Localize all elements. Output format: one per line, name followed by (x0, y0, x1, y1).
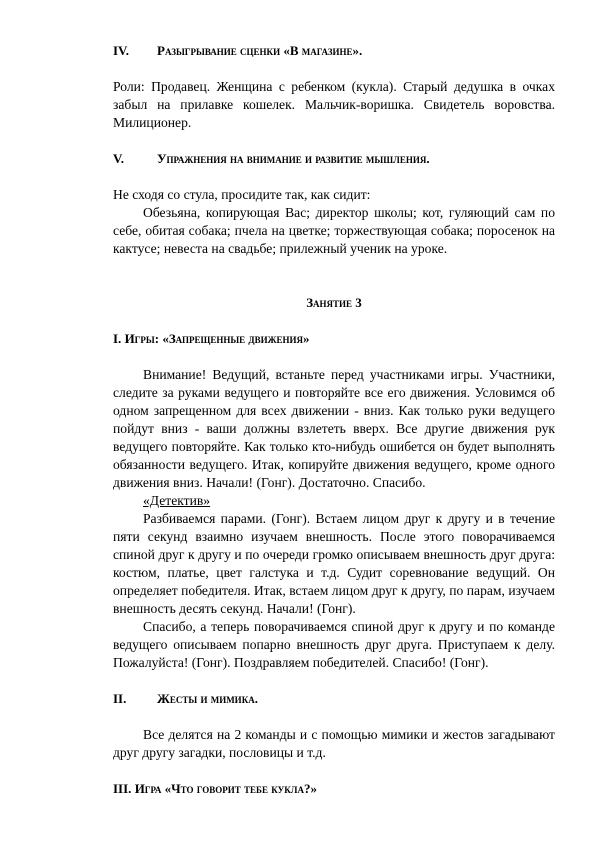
lesson-title: Занятие 3 (306, 295, 362, 310)
page-content (113, 42, 555, 798)
section-heading-ii (113, 690, 555, 708)
section-title: Разыгрывание сценки «В магазине». (157, 43, 363, 58)
detective-link[interactable]: «Детектив» (143, 493, 211, 508)
section-heading-v (113, 150, 555, 168)
section-heading-iv (113, 42, 555, 60)
paragraph-roles: Роли: Продавец. Женщина с ребенком (кукла). Старый дедушка в очках забыл на прилавке кошелек. Мальчик-воришка. Свидетель воровства. Милиционер. (113, 79, 555, 130)
section-number: IV. (113, 43, 130, 58)
paragraph-detective-end: Спасибо, а теперь поворачиваемся спиной друг к другу и по команде ведущего описываем попарно внешность друг друга. Приступаем к делу. Пожалуйста! (Гонг). Поздравляем победителей. Спасибо! (Гонг). (113, 619, 555, 670)
section-heading-iii (113, 780, 555, 798)
section-number: II. (113, 691, 127, 706)
section-title: Жесты и мимика. (157, 691, 258, 706)
paragraph-detective: Разбиваемся парами. (Гонг). Встаем лицом друг к другу и в течение пяти секунд взаимно изучаем внешность. После этого поворачиваемся спиной друг к другу и по очереди громко описываем внешность друг друга: костюм, платье, цвет галстука и т.д. Судит соревнование ведущий. Он определяет победителя. Итак, встаем лицом друг к другу, по парам, изучаем внешность десять секунд. Начали! (Гонг). (113, 511, 555, 616)
section-title: Игры: «Запрещенные движения» (124, 331, 310, 346)
section-heading-i (113, 330, 555, 348)
section-number: I. (113, 331, 122, 346)
section-title: Упражнения на внимание и развитие мышления. (157, 151, 430, 166)
paragraph-game-rules: Внимание! Ведущий, встаньте перед участниками игры. Участники, следите за руками ведущего и повторяйте все его движения. Условимся об одном запрещенном для всех движении - вниз. Как только руки ведущего пойдут вниз - ваши должны взлететь вверх. Все другие движения рук ведущего повторяйте. Как только кто-нибудь ошибется он будет выполнять обязанности ведущего. Итак, копируйте движения ведущего, кроме одного движения вниз. Начали! (Гонг). Достаточно. Спасибо. (113, 367, 555, 490)
paragraph-exercises: Обезьяна, копирующая Вас; директор школы; кот, гуляющий сам по себе, обитая собака; пчела на цветке; торжествующая собака; поросенок на кактусе; невеста на свадьбе; прилежный ученик на уроке. (113, 205, 555, 256)
paragraph-instruction: Не сходя со стула, просидите так, как сидит: (113, 187, 371, 202)
paragraph-gestures: Все делятся на 2 команды и с помощью мимики и жестов загадывают друг другу загадки, пословицы и т.д. (113, 727, 555, 760)
section-title: Игра «Что говорит тебе кукла?» (134, 781, 317, 796)
section-number: III. (113, 781, 132, 796)
section-number: V. (113, 151, 124, 166)
